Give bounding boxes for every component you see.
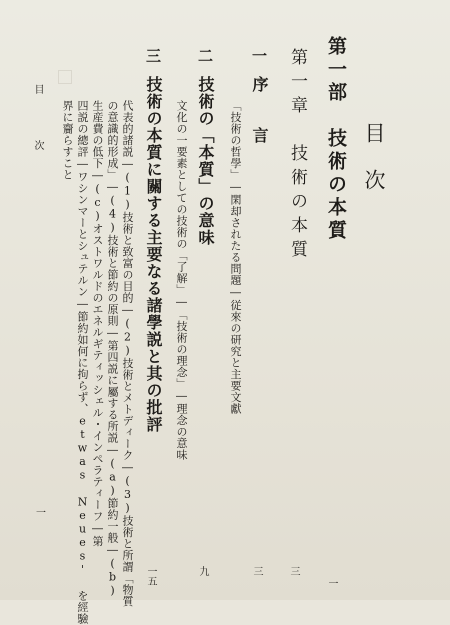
section-title: 序 言 (250, 76, 269, 144)
section-detail: 文化の一要素としての技術の「了解」―「技術の理念」―理念の意味 (175, 100, 188, 461)
section-number: 三 (144, 48, 162, 63)
section-title: 技術の本質に關する主要なる諸學説と其の批評 (144, 76, 163, 433)
bleed-through-mark (58, 70, 72, 84)
section-page-number: 三 (251, 566, 262, 576)
section-title: 技術の「本質」の意味 (196, 76, 215, 246)
section-detail: 生産費の低下―(c)オストワルドのエネルギティッシェル・インペラティーフ―第 (91, 100, 104, 547)
section-page-number: 一五 (145, 566, 156, 586)
section-number: 二 (196, 48, 214, 63)
chapter-title: 第一章 技術の本質 (287, 48, 307, 264)
section-detail: 代表的諸説―(1)技術と致富の目的―(2)技術とメトディーク―(3)技術と所謂「物質 (121, 100, 134, 607)
section-detail: 四説の總評―ワシンマーとシュテルン―節約如何に拘らず、etwas Neues' を經驗 (76, 100, 89, 625)
part-title: 第一部 技術の本質 (325, 36, 347, 243)
running-head: 目 次 (32, 84, 43, 168)
page-title: 目次 (362, 122, 386, 216)
chapter-page-number: 三 (288, 566, 299, 576)
folio-number: 一 (36, 508, 46, 519)
section-detail: の意識的形成」―(4)技術と節約の原則―第四説に屬する所説―(a)節約一般―(b) (106, 100, 119, 598)
part-page-number: 一 (326, 578, 337, 588)
section-page-number: 九 (197, 566, 208, 576)
section-detail: 「技術の哲學」―閑却されたる問題―従來の研究と主要文獻 (229, 100, 242, 415)
section-detail: 界に齎らすこと (61, 100, 74, 181)
section-number: 一 (250, 48, 268, 63)
